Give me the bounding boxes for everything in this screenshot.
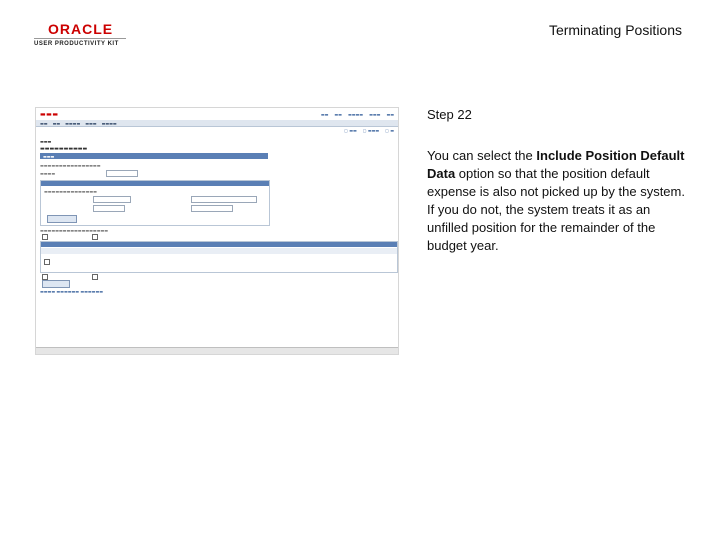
app-results-grid xyxy=(40,241,398,273)
application-screenshot: ▬▬▬ ▬▬ ▬▬ ▬▬▬▬ ▬▬▬ ▬▬ ▬▬ ▬▬ ▬▬▬▬ ▬▬▬ ▬▬▬▬ ▢ ▬▬ ▢ ▬▬▬ ▢ ▬ ▬▬▬ ▬▬▬▬▬▬▬▬▬▬ ▬▬▬ ▬▬▬▬▬▬▬▬▬▬▬▬▬▬▬▬ ▬▬▬▬ ▬▬▬▬▬▬▬▬▬▬▬▬▬▬ ▬▬▬▬▬▬▬▬▬▬▬▬▬▬▬▬▬▬ ▬▬▬▬ ▬▬▬▬▬▬ ▬▬▬▬▬▬ xyxy=(35,107,399,355)
app-breadcrumb: ▬▬▬ xyxy=(40,139,52,144)
app-header-links: ▬▬ ▬▬ ▬▬▬▬ ▬▬▬ ▬▬ xyxy=(320,112,394,117)
app-criteria-input-2 xyxy=(191,196,257,203)
app-criteria-input-4 xyxy=(191,205,233,212)
logo-subtitle: USER PRODUCTIVITY KIT xyxy=(34,41,119,47)
app-second-checkbox xyxy=(92,274,98,280)
app-footer-links: ▬▬▬▬ ▬▬▬▬▬▬ ▬▬▬▬▬▬ xyxy=(40,289,104,294)
page-title: Terminating Positions xyxy=(548,22,682,38)
logo-divider xyxy=(34,38,126,39)
app-criteria-box: ▬▬▬▬▬▬▬▬▬▬▬▬▬▬ xyxy=(40,180,270,226)
app-header xyxy=(36,108,398,120)
app-row-checkbox xyxy=(44,259,50,265)
description-text-2: option so that the position default expense is also not picked up by the system. If you do not, the system treats it as an unfilled position for the remainder of the budget year. xyxy=(427,166,685,253)
app-field-label: ▬▬▬▬ xyxy=(40,171,56,176)
app-section-bar: ▬▬▬ xyxy=(40,153,268,159)
app-menu-bar: ▬▬ ▬▬ ▬▬▬▬ ▬▬▬ ▬▬▬▬ xyxy=(36,120,398,127)
app-instruction-line: ▬▬▬▬▬▬▬▬▬▬▬▬▬▬▬▬ xyxy=(40,163,101,168)
logo-wordmark: ORACLE xyxy=(48,21,114,37)
app-update-button xyxy=(42,280,70,288)
step-label: Step 22 xyxy=(427,107,472,122)
description-bold-option: Include Position Default Data xyxy=(427,148,685,181)
app-field-input xyxy=(106,170,138,177)
app-page-heading: ▬▬▬▬▬▬▬▬▬▬ xyxy=(40,146,88,152)
app-option-checkbox-2 xyxy=(92,234,98,240)
oracle-upk-logo xyxy=(34,22,126,48)
app-grid-title-bar xyxy=(41,242,397,247)
app-grid-column-headers xyxy=(41,248,397,254)
description-text-1: You can select the xyxy=(427,148,537,163)
app-option-checkbox-1 xyxy=(42,234,48,240)
app-criteria-header xyxy=(41,181,269,186)
app-horizontal-scrollbar xyxy=(36,347,398,354)
app-search-button xyxy=(47,215,77,223)
app-page-tools: ▢ ▬▬ ▢ ▬▬▬ ▢ ▬ xyxy=(344,128,394,133)
app-criteria-input-1 xyxy=(93,196,131,203)
app-logo: ▬▬▬ xyxy=(40,111,59,118)
app-criteria-input-3 xyxy=(93,205,125,212)
step-description xyxy=(427,147,689,255)
